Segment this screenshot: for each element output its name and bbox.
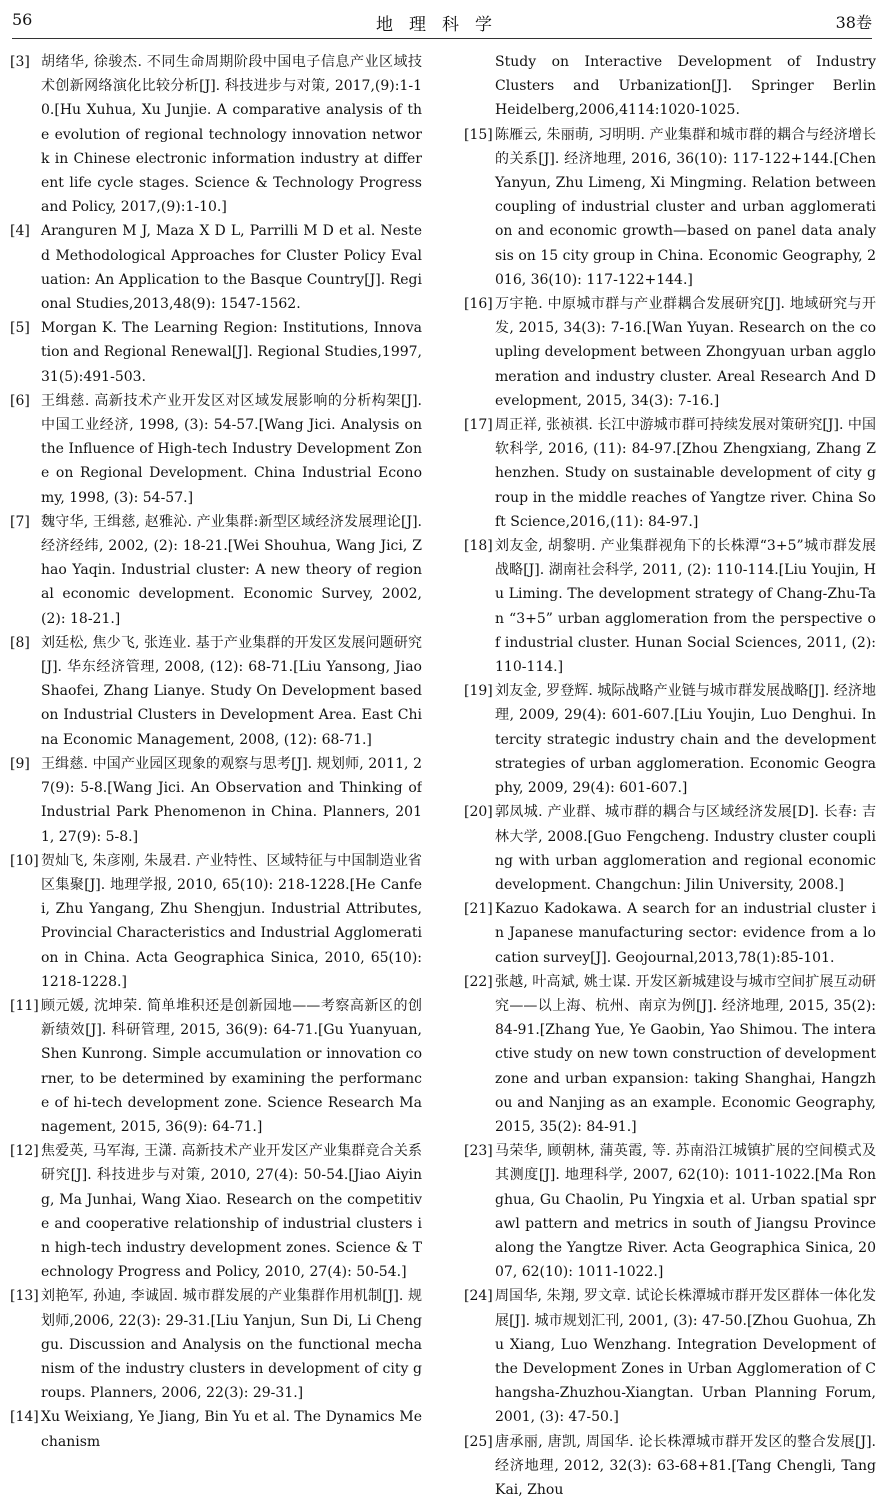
reference-entry [10,389,422,510]
reference-entry [464,679,876,800]
reference-text: 马荣华, 顾朝林, 蒲英霞, 等. 苏南沿江城镇扩展的空间模式及其测度[J]. 地理科学, 2007, 62(10): 1011-1022.[Ma Ronghua, Gu Chaolin, Pu Yingxia et al. Urban spatial sprawl pattern and metrics in south of Jiangsu Province along the Yangtze River. Acta Geographica Sinica, 2007, 62(10): 1011-1022.] [495,1143,876,1281]
reference-entry [464,123,876,292]
reference-text: 刘友金, 罗登辉. 城际战略产业链与城市群发展战略[J]. 经济地理, 2009, 29(4): 601-607.[Liu Youjin, Luo Denghui. Intercity strategic industry chain and the development strategies of urban agglomeration. Economic Geography, 2009, 29(4): 601-607.] [495,683,876,797]
reference-text: 王缉慈. 高新技术产业开发区对区域发展影响的分析构架[J]. 中国工业经济, 1998, (3): 54-57.[Wang Jici. Analysis on the Influence of High-tech Industry Development Zone on Regional Development. China Industrial Economy, 1998, (3): 54-57.] [41,392,422,506]
reference-number: [25] [464,1433,493,1450]
reference-entry [10,1405,422,1453]
reference-entry [464,413,876,534]
reference-number: [8] [10,634,30,651]
reference-number: [17] [464,417,493,434]
reference-number: [24] [464,1288,493,1305]
reference-number: [13] [10,1288,39,1305]
reference-entry [10,316,422,389]
reference-entry [10,994,422,1139]
reference-number: [16] [464,296,493,313]
reference-entry [10,849,422,994]
reference-text: 胡绪华, 徐骏杰. 不同生命周期阶段中国电子信息产业区域技术创新网络演化比较分析[J]. 科技进步与对策, 2017,(9):1-10.[Hu Xuhua, Xu Junjie. A comparative analysis of the evolution of regional technology innovation network in Chinese electronic information industry at different life cycle stages. Science & Technology Progress and Policy, 2017,(9):1-10.] [41,54,422,216]
reference-number: [7] [10,513,30,530]
reference-text: Morgan K. The Learning Region: Institutions, Innovation and Regional Renewal[J]. Regional Studies,1997,31(5):491-503. [41,320,422,385]
reference-text: 万宇艳. 中原城市群与产业群耦合发展研究[J]. 地域研究与开发, 2015, 34(3): 7-16.[Wan Yuyan. Research on the coupling development between Zhongyuan urban agglomeration and industry cluster. Areal Research And Development, 2015, 34(3): 7-16.] [495,296,876,409]
reference-entry [464,292,876,413]
reference-entry [10,50,422,219]
reference-entry [464,800,876,897]
reference-text: 陈雁云, 朱丽萌, 习明明. 产业集群和城市群的耦合与经济增长的关系[J]. 经济地理, 2016, 36(10): 117-122+144.[Chen Yanyun, Zhu Limeng, Xi Mingming. Relation between coupling of industrial cluster and urban agglomeration and economic growth—based on panel data analysis on 15 city group in China. Economic Geography, 2016, 36(10): 117-122+144.] [495,126,876,288]
reference-entry [10,631,422,752]
reference-text: Kazuo Kadokawa. A search for an industrial cluster in Japanese manufacturing sector: evidence from a location survey[J]. Geojournal,2013,78(1):85-101. [495,901,876,966]
reference-number: [18] [464,538,493,555]
page-header [12,8,872,39]
reference-text: Xu Weixiang, Ye Jiang, Bin Yu et al. The Dynamics Mechanism [41,1409,422,1450]
reference-text: 刘艳军, 孙迪, 李诚固. 城市群发展的产业集群作用机制[J]. 规划师,2006, 22(3): 29-31.[Liu Yanjun, Sun Di, Li Chenggu. Discussion and Analysis on the functional mechanism of the industry clusters in development of city groups. Planners, 2006, 22(3): 29-31.] [41,1288,422,1402]
reference-number: [20] [464,804,493,821]
reference-text: 魏守华, 王缉慈, 赵雅沁. 产业集群:新型区域经济发展理论[J]. 经济经纬, 2002, (2): 18-21.[Wei Shouhua, Wang Jici, Zhao Yaqin. Industrial cluster: A new theory of regional economic development. Economic Survey, 2002, (2): 18-21.] [41,513,422,627]
reference-entry [464,897,876,970]
reference-entry [10,1139,422,1284]
reference-text: 焦爱英, 马军海, 王潇. 高新技术产业开发区产业集群竞合关系研究[J]. 科技进步与对策, 2010, 27(4): 50-54.[Jiao Aiying, Ma Junhai, Wang Xiao. Research on the competitive and cooperative relationship of industrial clusters in high-tech industry development zones. Science & Technology Progress and Policy, 2010, 27(4): 50-54.] [41,1143,422,1281]
reference-text: 周正祥, 张祯祺. 长江中游城市群可持续发展对策研究[J]. 中国软科学, 2016, (11): 84-97.[Zhou Zhengxiang, Zhang Zhenzhen. Study on sustainable development of city group in the middle reaches of Yangtze river. China Soft Science,2016,(11): 84-97.] [495,417,876,530]
references-right-column [464,50,876,1502]
reference-number: [19] [464,683,493,700]
reference-number: [9] [10,755,30,772]
reference-number: [4] [10,223,30,240]
reference-text: 周国华, 朱翔, 罗文章. 试论长株潭城市群开发区群体一体化发展[J]. 城市规划汇刊, 2001, (3): 47-50.[Zhou Guohua, Zhu Xiang, Luo Wenzhang. Integration Development of the Development Zones in Urban Agglomeration of Changsha-Zhuzhou-Xiangtan. Urban Planning Forum, 2001, (3): 47-50.] [495,1288,876,1426]
reference-number: [5] [10,320,30,337]
reference-entry [464,1139,876,1284]
reference-text: 张越, 叶高斌, 姚士谋. 开发区新城建设与城市空间扩展互动研究——以上海、杭州、南京为例[J]. 经济地理, 2015, 35(2): 84-91.[Zhang Yue, Ye Gaobin, Yao Shimou. The interactive study on new town construction of development zone and urban expansion: taking Shanghai, Hangzhou and Nanjing as an example. Economic Geography, 2015, 35(2): 84-91.] [495,973,876,1135]
reference-entry [464,970,876,1139]
reference-entry [10,1284,422,1405]
references-left-column [10,50,422,1454]
reference-text: 王缉慈. 中国产业园区现象的观察与思考[J]. 规划师, 2011, 27(9): 5-8.[Wang Jici. An Observation and Thinking of Industrial Park Phenomenon in China. Planners, 2011, 27(9): 5-8.] [41,755,422,845]
reference-number: [14] [10,1409,39,1426]
page-number: 56 [12,10,33,29]
journal-title: 地理科学 [376,15,508,35]
reference-entry [464,1430,876,1502]
reference-continuation: Study on Interactive Development of Industry Clusters and Urbanization[J]. Springer Berlin Heidelberg,2006,4114:1020-1025. [495,54,876,119]
reference-text: 郭凤城. 产业群、城市群的耦合与区域经济发展[D]. 长春: 吉林大学, 2008.[Guo Fengcheng. Industry cluster coupling with urban agglomeration and regional economic development. Changchun: Jilin University, 2008.] [495,804,876,893]
reference-text: 刘廷松, 焦少飞, 张连业. 基于产业集群的开发区发展问题研究[J]. 华东经济管理, 2008, (12): 68-71.[Liu Yansong, Jiao Shaofei, Zhang Lianye. Study On Development based on Industrial Clusters in Development Area. East China Economic Management, 2008, (12): 68-71.] [41,634,422,748]
reference-entry [10,219,422,316]
reference-text: 唐承丽, 唐凯, 周国华. 论长株潭城市群开发区的整合发展[J]. 经济地理, 2012, 32(3): 63-68+81.[Tang Chengli, Tang Kai, Zhou [495,1433,876,1498]
volume-label: 38卷 [835,13,872,32]
reference-text: Aranguren M J, Maza X D L, Parrilli M D et al. Nested Methodological Approaches for Cluster Policy Evaluation: An Application to the Basque Country[J]. Regional Studies,2013,48(9): 1547-1562. [41,223,422,313]
reference-entry [10,510,422,631]
reference-entry [464,1284,876,1429]
reference-number: [15] [464,126,493,143]
reference-text: 顾元媛, 沈坤荣. 简单堆积还是创新园地——考察高新区的创新绩效[J]. 科研管理, 2015, 36(9): 64-71.[Gu Yuanyuan, Shen Kunrong. Simple accumulation or innovation corner, to be determined by examining the performance of hi-tech development zone. Science Research Management, 2015, 36(9): 64-71.] [41,997,422,1135]
reference-entry [464,534,876,679]
reference-number: [11] [10,997,39,1014]
reference-number: [22] [464,973,493,990]
reference-number: [3] [10,54,30,70]
reference-number: [10] [10,852,39,869]
reference-number: [12] [10,1143,39,1160]
reference-text: 贺灿飞, 朱彦刚, 朱晟君. 产业特性、区域特征与中国制造业省区集聚[J]. 地理学报, 2010, 65(10): 218-1228.[He Canfei, Zhu Yangang, Zhu Shengjun. Industrial Attributes, Provincial Characteristics and Industrial Agglomeration in China. Acta Geographica Sinica, 2010, 65(10): 1218-1228.] [41,852,422,990]
reference-entry [10,752,422,849]
reference-number: [23] [464,1143,493,1160]
reference-number: [6] [10,392,30,409]
reference-text: 刘友金, 胡黎明. 产业集群视角下的长株潭“3+5”城市群发展战略[J]. 湖南社会科学, 2011, (2): 110-114.[Liu Youjin, Hu Liming. The development strategy of Chang-Zhu-Tan “3+5” urban agglomeration from the perspective of industrial cluster. Hunan Social Sciences, 2011, (2): 110-114.] [495,538,876,676]
reference-number: [21] [464,901,493,918]
